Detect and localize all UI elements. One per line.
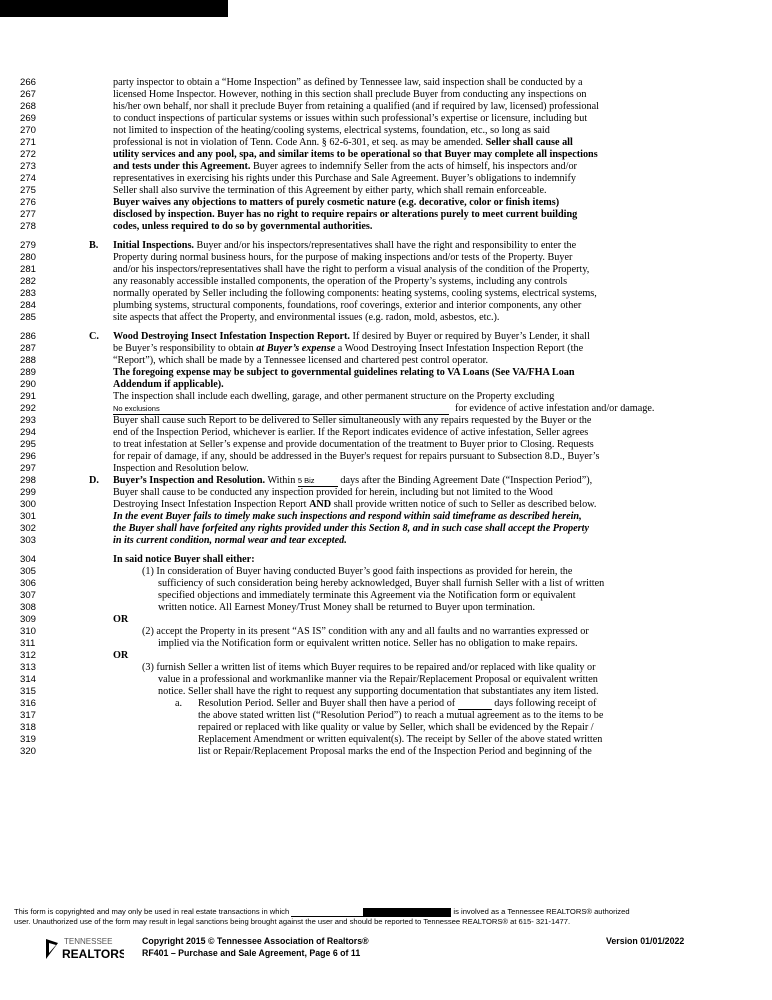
document-line: [0, 264, 772, 276]
line-text: Buyer shall cause such Report to be delivered to Seller simultaneously with any repairs requested by the Buyer or the: [113, 415, 592, 426]
line-number: 281: [20, 264, 37, 275]
document-line: [0, 367, 772, 379]
document-line: [0, 209, 772, 221]
tennessee-realtors-logo: [44, 933, 124, 963]
document-line: [0, 125, 772, 137]
footer-line-2: user. Unauthorized use of the form may result in legal sanctions being brought against the user and should be reported to Tennessee REALTORS® at 615- 321-1477.: [14, 916, 571, 926]
line-text: (1) In consideration of Buyer having conducted Buyer’s good faith inspections as provided for herein, the: [142, 566, 573, 577]
line-text: sufficiency of such consideration being hereby acknowledged, Buyer shall furnish Seller with a list of written: [158, 578, 605, 589]
document-line: [0, 698, 772, 710]
document-line: [0, 554, 772, 566]
line-text: 5 Biz: [298, 476, 338, 487]
line-text: for repair of damage, if any, should be addressed in the Buyer's request for repairs pursuant to Subsection 8.D., Buyer’s: [113, 451, 600, 462]
line-number: 300: [20, 499, 37, 510]
line-text: Buyer agrees to indemnify Seller from the acts of himself, his inspectors and/or: [250, 161, 577, 172]
line-text: D.: [89, 475, 99, 486]
line-number: 290: [20, 379, 37, 390]
line-number: 296: [20, 451, 37, 462]
line-text: list or Repair/Replacement Proposal marks the end of the Inspection Period and beginning of the: [198, 746, 592, 757]
line-text: to conduct inspections of particular systems or issues within such professional’s expertise or licensure, including but: [113, 113, 588, 124]
line-text: and/or his inspectors/representatives shall have the right to perform a visual analysis of the condition of the Property,: [113, 264, 590, 275]
version-text: Version 01/01/2022: [606, 936, 685, 946]
document-line: [0, 535, 772, 547]
document-line: [0, 379, 772, 391]
line-number: 267: [20, 89, 37, 100]
line-text: Within: [265, 475, 298, 486]
line-text: party inspector to obtain a “Home Inspection” as defined by Tennessee law, said inspection shall be conducted by a: [113, 77, 583, 88]
line-text: codes, unless required to do so by governmental authorities.: [113, 221, 373, 232]
line-text: B.: [89, 240, 99, 251]
line-text: Replacement Amendment or written equivalent(s). The receipt by Seller of the above stated written: [198, 734, 603, 745]
line-number: 272: [20, 149, 37, 160]
line-number: 299: [20, 487, 37, 498]
line-number: 292: [20, 403, 37, 414]
document-line: [0, 113, 772, 125]
line-text: days following receipt of: [491, 698, 597, 709]
line-text: days after the Binding Agreement Date (“Inspection Period”),: [337, 475, 593, 486]
document-line: [0, 312, 772, 324]
document-line: [0, 89, 772, 101]
line-text: Inspection and Resolution below.: [113, 463, 249, 474]
document-line: [0, 149, 772, 161]
line-number: 315: [20, 686, 37, 697]
line-text: Resolution Period. Seller and Buyer shall then have a period of: [198, 698, 458, 709]
line-number: 289: [20, 367, 37, 378]
line-number: 297: [20, 463, 37, 474]
document-line: [0, 161, 772, 173]
line-number: 303: [20, 535, 37, 546]
document-line: [0, 511, 772, 523]
document-line: [0, 331, 772, 343]
line-text: (2) accept the Property in its present “AS IS” condition with any and all faults and no warranties expressed or: [142, 626, 589, 637]
line-text: The foregoing expense may be subject to governmental guidelines relating to VA Loans (See VA/FHA Loan: [113, 367, 575, 378]
line-number: 287: [20, 343, 37, 354]
line-number: 269: [20, 113, 37, 124]
line-text: “Report”), which shall be made by a Tennessee licensed and chartered pest control operator.: [113, 355, 489, 366]
line-number: 319: [20, 734, 37, 745]
copyright-block: [142, 936, 369, 959]
line-text: Initial Inspections.: [113, 240, 194, 251]
line-text: repaired or replaced with like quality or value by Seller, which shall be evidenced by the Repair /: [198, 722, 594, 733]
line-text: not limited to inspection of the heating/cooling systems, electrical systems, foundation, etc., so long as said: [113, 125, 550, 136]
line-text: Destroying Insect Infestation Inspection Report: [113, 499, 310, 510]
exclusions-field: No exclusions: [113, 404, 449, 415]
line-number: 309: [20, 614, 37, 625]
line-number: 279: [20, 240, 37, 251]
redaction-bar: [0, 0, 228, 17]
line-number: 307: [20, 590, 37, 601]
line-number: 308: [20, 602, 37, 613]
line-text: specified objections and immediately terminate this Agreement via the Notification form or equivalent: [158, 590, 576, 601]
line-number: 277: [20, 209, 37, 220]
line-number: 271: [20, 137, 37, 148]
document-line: [0, 638, 772, 650]
document-line: [0, 197, 772, 209]
line-text: The inspection shall include each dwelling, garage, and other permanent structure on the Property excluding: [113, 391, 555, 402]
line-number: 317: [20, 710, 37, 721]
document-line: [0, 686, 772, 698]
line-text: Addendum if applicable).: [113, 379, 224, 390]
line-text: Buyer waives any objections to matters of purely cosmetic nature (e.g. decorative, color or finish items): [113, 197, 560, 208]
licensee-blank: [291, 908, 363, 917]
line-text: value in a professional and workmanlike manner via the Repair/Replacement Proposal or equivalent written: [158, 674, 598, 685]
line-number: 276: [20, 197, 37, 208]
line-number: 313: [20, 662, 37, 673]
document-line: [0, 288, 772, 300]
line-number: 268: [20, 101, 37, 112]
line-text: utility services and any pool, spa, and similar items to be operational so that Buyer may complete all inspections: [113, 149, 598, 160]
line-text: Seller shall cause all: [485, 137, 573, 148]
line-number: 304: [20, 554, 37, 565]
line-text: Buyer’s Inspection and Resolution.: [113, 475, 266, 486]
document-line: [0, 221, 772, 233]
line-number: 270: [20, 125, 37, 136]
line-text: written notice. All Earnest Money/Trust Money shall be returned to Buyer upon termination.: [158, 602, 536, 613]
line-text: a Wood Destroying Insect Infestation Inspection Report (the: [335, 343, 584, 354]
line-text: professional is not in violation of Tenn. Code Ann. § 62-6-301, et seq. as may be amended.: [113, 137, 486, 148]
line-number: 314: [20, 674, 37, 685]
line-number: 302: [20, 523, 37, 534]
document-line: [0, 650, 772, 662]
line-number: 311: [20, 638, 36, 649]
line-number: 275: [20, 185, 37, 196]
document-line: [0, 427, 772, 439]
copyright-text: Copyright 2015 © Tennessee Association of Realtors®: [142, 936, 369, 946]
line-number: 294: [20, 427, 37, 438]
line-text: In said notice Buyer shall either:: [113, 554, 255, 565]
document-line: [0, 523, 772, 535]
line-number: 278: [20, 221, 37, 232]
line-number: 293: [20, 415, 37, 426]
footer-line-1: This form is copyrighted and may only be used in real estate transactions in which is involved as a Tennessee REALTORS® authorized: [14, 907, 630, 916]
resolution-days-blank: [458, 699, 492, 710]
line-number: 291: [20, 391, 37, 402]
line-number: 312: [20, 650, 37, 661]
document-line: [0, 77, 772, 89]
line-number: 306: [20, 578, 37, 589]
line-text: and tests under this Agreement.: [113, 161, 251, 172]
document-line: [0, 499, 772, 511]
line-text: his/her own behalf, nor shall it preclude Buyer from retaining a qualified (and if required by law, licensed) professional: [113, 101, 599, 112]
line-number: 280: [20, 252, 37, 263]
line-number: 305: [20, 566, 37, 577]
line-number: 320: [20, 746, 37, 757]
line-text: OR: [113, 650, 129, 661]
document-line: [0, 463, 772, 475]
line-number: 282: [20, 276, 37, 287]
line-text: for evidence of active infestation and/or damage.: [455, 403, 655, 414]
line-text: AND: [309, 499, 332, 510]
document-line: [0, 475, 772, 487]
document-line: [0, 746, 772, 758]
line-number: 318: [20, 722, 37, 733]
line-text: OR: [113, 614, 129, 625]
logo-bottom-text: REALTORS: [62, 947, 124, 961]
line-text: a.: [175, 698, 183, 709]
line-text: the above stated written list (“Resolution Period”) to reach a mutual agreement as to the items to be: [198, 710, 604, 721]
line-text: the Buyer shall have forfeited any rights provided under this Section 8, and in such case shall accept the Property: [113, 523, 589, 534]
document-line: [0, 391, 772, 403]
line-number: 295: [20, 439, 37, 450]
line-text: notice. Seller shall have the right to request any supporting documentation that substantiates any item listed.: [158, 686, 599, 697]
document-line: [0, 451, 772, 463]
line-text: implied via the Notification form or equivalent written notice. Seller has no obligation to make repairs.: [158, 638, 578, 649]
footer-notice: [14, 907, 764, 926]
line-text: C.: [89, 331, 99, 342]
line-number: 284: [20, 300, 37, 311]
logo-top-text: TENNESSEE: [64, 937, 113, 946]
line-text: In the event Buyer fails to timely make such inspections and respond within said timeframe as described herein,: [113, 511, 582, 522]
line-text: Buyer and/or his inspectors/representatives shall have the right and responsibility to enter the: [193, 240, 577, 251]
document-line: [0, 300, 772, 312]
line-number: 316: [20, 698, 37, 709]
document-line: [0, 343, 772, 355]
document-line: [0, 173, 772, 185]
line-text: (3) furnish Seller a written list of items which Buyer requires to be repaired and/or replaced with like quality or: [142, 662, 596, 673]
line-number: 273: [20, 161, 37, 172]
document-line: [0, 252, 772, 264]
line-text: site aspects that affect the Property, and environmental issues (e.g. radon, mold, asbestos, etc.).: [113, 312, 500, 323]
document-line: [0, 626, 772, 638]
document-line: [0, 439, 772, 451]
line-number: 288: [20, 355, 37, 366]
line-number: 274: [20, 173, 37, 184]
document-line: [0, 674, 772, 686]
line-number: 283: [20, 288, 37, 299]
document-line: [0, 734, 772, 746]
line-text: Buyer shall cause to be conducted any inspection provided for herein, including but not limited to the Wood: [113, 487, 553, 498]
line-text: at Buyer’s expense: [256, 343, 336, 354]
line-text: any reasonably accessible installed components, the operation of the Property’s systems, including any controls: [113, 276, 568, 287]
line-text: plumbing systems, structural components, foundations, roof coverings, exterior and interior components, any other: [113, 300, 582, 311]
document-line: [0, 578, 772, 590]
document-line: [0, 614, 772, 626]
line-text: end of the Inspection Period, whichever is earlier. If the Report indicates evidence of active infestation, Seller agrees: [113, 427, 589, 438]
line-text: be Buyer’s responsibility to obtain: [113, 343, 257, 354]
licensee-redaction: [363, 908, 451, 917]
line-number: 301: [20, 511, 37, 522]
document-line: [0, 101, 772, 113]
document-line: [0, 602, 772, 614]
document-line: [0, 185, 772, 197]
document-line: [0, 403, 772, 415]
document-line: [0, 276, 772, 288]
line-number: 310: [20, 626, 37, 637]
document-line: [0, 722, 772, 734]
document-line: [0, 662, 772, 674]
line-number: 298: [20, 475, 37, 486]
line-text: disclosed by inspection. Buyer has no right to require repairs or alterations purely to meet current building: [113, 209, 578, 220]
line-text: licensed Home Inspector. However, nothing in this section shall preclude Buyer from conducting any inspections on: [113, 89, 587, 100]
document-line: [0, 415, 772, 427]
document-line: [0, 355, 772, 367]
line-text: to treat infestation at Seller’s expense and provide documentation of the treatment to Buyer prior to Closing. Requests: [113, 439, 594, 450]
document-line: [0, 566, 772, 578]
document-line: [0, 590, 772, 602]
line-text: Wood Destroying Insect Infestation Inspection Report.: [113, 331, 350, 342]
document-line: [0, 137, 772, 149]
line-text: Seller shall also survive the termination of this Agreement by either party, which shall remain enforceable.: [113, 185, 547, 196]
realtors-logo-icon: [44, 933, 124, 963]
document-line: [0, 487, 772, 499]
line-number: 285: [20, 312, 37, 323]
form-id-text: RF401 – Purchase and Sale Agreement, Page 6 of 11: [142, 947, 361, 958]
line-text: normally operated by Seller including the following components: heating systems, cooling systems, electrical systems,: [113, 288, 597, 299]
line-text: Property during normal business hours, for the purpose of making inspections and/or tests of the Property. Buyer: [113, 252, 573, 263]
line-text: representatives in exercising his rights under this Purchase and Sale Agreement. Buyer’s obligations to indemnify: [113, 173, 576, 184]
line-number: 286: [20, 331, 37, 342]
line-number: 266: [20, 77, 37, 88]
line-text: shall provide written notice of such to Seller as described below.: [331, 499, 597, 510]
document-line: [0, 710, 772, 722]
line-text: If desired by Buyer or required by Buyer’s Lender, it shall: [349, 331, 590, 342]
line-text: in its current condition, normal wear and tear excepted.: [113, 535, 347, 546]
document-line: [0, 240, 772, 252]
